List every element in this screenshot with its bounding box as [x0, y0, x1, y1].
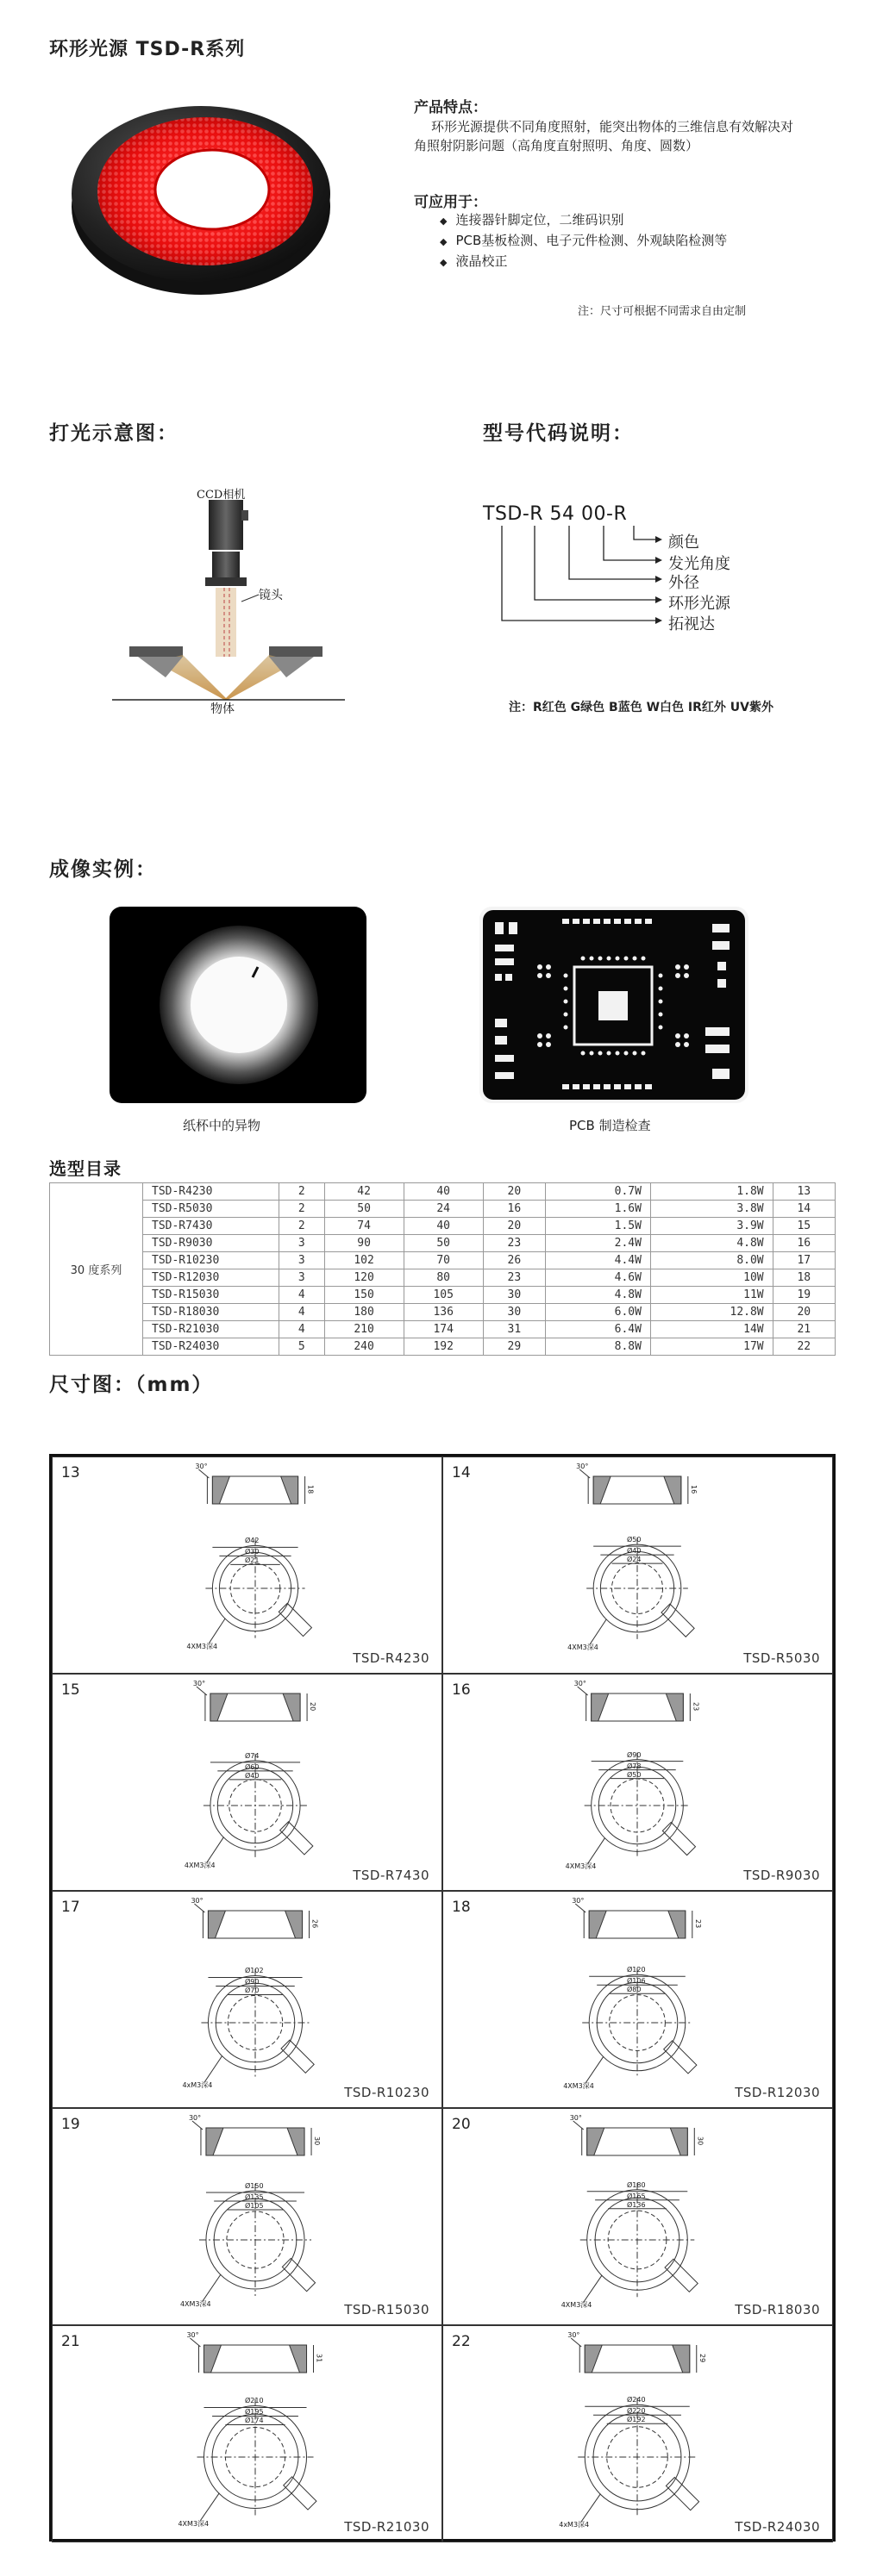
- dimension-cell: [442, 2325, 833, 2542]
- table-row: [50, 1235, 836, 1252]
- code-label-angle: 发光角度: [668, 555, 730, 573]
- inner-diameter-label: Ø70: [245, 1987, 260, 1995]
- table-row: [50, 1321, 836, 1338]
- table-cell: 14: [773, 1201, 835, 1218]
- table-cell: 50: [404, 1235, 483, 1252]
- drawing-page-number: 18: [452, 1899, 471, 1916]
- drawing-model-code: TSD-R15030: [344, 2302, 429, 2317]
- dimension-cell: [52, 1674, 442, 1891]
- table-cell: 10W: [650, 1269, 773, 1287]
- table-cell: 8.8W: [546, 1338, 651, 1356]
- table-cell: 40: [404, 1183, 483, 1201]
- table-cell: 105: [404, 1287, 483, 1304]
- table-cell: 2: [279, 1218, 325, 1235]
- height-label: 26: [310, 1919, 319, 1929]
- outer-diameter-label: Ø50: [627, 1536, 642, 1544]
- inner-diameter-label: Ø105: [245, 2201, 264, 2210]
- table-cell: 3: [279, 1235, 325, 1252]
- table-cell: 3: [279, 1269, 325, 1287]
- table-cell: 4.6W: [546, 1269, 651, 1287]
- inner-diameter-label: Ø21: [245, 1556, 260, 1565]
- table-cell: 17W: [650, 1338, 773, 1356]
- selection-table: [49, 1182, 836, 1356]
- table-cell: 16: [773, 1235, 835, 1252]
- object-label: 物体: [210, 702, 235, 716]
- ccd-camera-label: CCD相机: [197, 489, 246, 502]
- table-cell: TSD-R15030: [143, 1287, 279, 1304]
- drawing-page-number: 20: [452, 2116, 471, 2133]
- height-label: 30: [696, 2136, 705, 2146]
- table-cell: 22: [773, 1338, 835, 1356]
- paper-cup-example-image: [110, 907, 366, 1103]
- code-label-ring-light: 环形光源: [668, 595, 730, 613]
- angle-label: 30°: [186, 2331, 199, 2339]
- bullet-icon: ◆: [440, 257, 448, 268]
- drawing-model-code: TSD-R18030: [735, 2302, 820, 2317]
- table-cell: 1.6W: [546, 1201, 651, 1218]
- angle-label: 30°: [572, 1897, 585, 1905]
- middle-diameter-label: Ø90: [245, 1978, 260, 1987]
- outer-diameter-label: Ø120: [627, 1966, 646, 1974]
- apply-list: [440, 210, 727, 270]
- table-cell: 3.9W: [650, 1218, 773, 1235]
- table-cell: 3.8W: [650, 1201, 773, 1218]
- ring-light-product-image: [59, 86, 343, 302]
- table-cell: 15: [773, 1218, 835, 1235]
- drawing-page-number: 14: [452, 1464, 471, 1481]
- table-cell: 4.8W: [650, 1235, 773, 1252]
- dimension-drawing: [53, 2109, 443, 2326]
- table-row: [50, 1218, 836, 1235]
- table-cell: 50: [324, 1201, 404, 1218]
- table-cell: 102: [324, 1252, 404, 1269]
- dimension-cell: [442, 1891, 833, 2108]
- code-label-brand: 拓视达: [668, 615, 715, 633]
- apply-heading: 可应用于：: [414, 194, 487, 211]
- table-cell: TSD-R12030: [143, 1269, 279, 1287]
- outer-diameter-label: Ø102: [245, 1967, 264, 1975]
- catalog-heading: 选型目录: [49, 1158, 122, 1179]
- custom-size-note: 注：尺寸可根据不同需求自由定制: [578, 305, 747, 318]
- inner-diameter-label: Ø24: [627, 1556, 642, 1564]
- table-cell: 4.4W: [546, 1252, 651, 1269]
- screw-label: 4xM3深4: [559, 2520, 590, 2529]
- series-cell: 30 度系列: [50, 1183, 143, 1356]
- dimension-cell: [442, 1456, 833, 1674]
- inner-diameter-label: Ø192: [627, 2416, 646, 2424]
- height-label: 16: [689, 1485, 698, 1494]
- drawing-model-code: TSD-R24030: [735, 2519, 820, 2535]
- table-cell: 18: [773, 1269, 835, 1287]
- inner-diameter-label: Ø80: [627, 1986, 642, 1994]
- table-row: [50, 1338, 836, 1356]
- table-cell: 20: [483, 1183, 545, 1201]
- dimensions-heading: 尺寸图：（mm）: [49, 1374, 214, 1396]
- dimension-drawing: [53, 1457, 443, 1675]
- inner-diameter-label: Ø174: [245, 2417, 264, 2425]
- drawing-page-number: 21: [61, 2333, 80, 2350]
- bullet-icon: ◆: [440, 236, 448, 247]
- outer-diameter-label: Ø42: [245, 1537, 260, 1545]
- table-cell: 21: [773, 1321, 835, 1338]
- table-cell: 17: [773, 1252, 835, 1269]
- screw-label: 4XM3深4: [184, 1862, 216, 1870]
- height-label: 30: [313, 2136, 322, 2146]
- table-cell: 14W: [650, 1321, 773, 1338]
- features-text-line1: 环形光源提供不同角度照射，能突出物体的三维信息有效解决对: [431, 119, 794, 134]
- table-cell: 192: [404, 1338, 483, 1356]
- drawing-model-code: TSD-R10230: [344, 2085, 429, 2100]
- angle-label: 30°: [573, 1680, 586, 1687]
- table-cell: 210: [324, 1321, 404, 1338]
- table-cell: 19: [773, 1287, 835, 1304]
- dimension-cell: [52, 2325, 442, 2542]
- apply-item: ◆ 液晶校正: [440, 253, 508, 269]
- table-cell: 1.5W: [546, 1218, 651, 1235]
- outer-diameter-label: Ø74: [245, 1751, 260, 1760]
- table-cell: TSD-R21030: [143, 1321, 279, 1338]
- table-cell: 120: [324, 1269, 404, 1287]
- height-label: 29: [698, 2354, 706, 2363]
- drawing-model-code: TSD-R7430: [353, 1868, 429, 1883]
- table-cell: 150: [324, 1287, 404, 1304]
- dimension-cell: [52, 1891, 442, 2108]
- table-cell: 240: [324, 1338, 404, 1356]
- table-cell: 2.4W: [546, 1235, 651, 1252]
- table-row: [50, 1269, 836, 1287]
- features-text-line2: 角照射阴影问题（高角度直射照明、角度、圆数）: [414, 138, 699, 153]
- middle-diameter-label: Ø78: [627, 1762, 642, 1770]
- table-cell: TSD-R4230: [143, 1183, 279, 1201]
- table-cell: 2: [279, 1183, 325, 1201]
- table-cell: 80: [404, 1269, 483, 1287]
- table-cell: 13: [773, 1183, 835, 1201]
- table-cell: 40: [404, 1218, 483, 1235]
- table-cell: 16: [483, 1201, 545, 1218]
- middle-diameter-label: Ø40: [627, 1547, 642, 1556]
- table-cell: 20: [483, 1218, 545, 1235]
- middle-diameter-label: Ø135: [245, 2192, 264, 2201]
- dimension-drawings-grid: [49, 1454, 836, 2542]
- table-cell: 4.8W: [546, 1287, 651, 1304]
- table-cell: 70: [404, 1252, 483, 1269]
- height-label: 23: [693, 1919, 702, 1929]
- code-label-diameter: 外径: [668, 574, 699, 592]
- screw-label: 4XM3深4: [565, 1862, 597, 1871]
- table-cell: TSD-R24030: [143, 1338, 279, 1356]
- middle-diameter-label: Ø30: [245, 1548, 260, 1556]
- table-cell: 90: [324, 1235, 404, 1252]
- dimension-drawing: [443, 2109, 834, 2326]
- middle-diameter-label: Ø106: [627, 1977, 646, 1986]
- table-cell: 12.8W: [650, 1304, 773, 1321]
- table-cell: 30: [483, 1287, 545, 1304]
- table-cell: TSD-R9030: [143, 1235, 279, 1252]
- pcb-example-image: [479, 907, 748, 1103]
- table-cell: 4: [279, 1304, 325, 1321]
- height-label: 31: [315, 2354, 323, 2363]
- table-cell: 8.0W: [650, 1252, 773, 1269]
- table-cell: 1.8W: [650, 1183, 773, 1201]
- height-label: 20: [309, 1702, 317, 1712]
- angle-label: 30°: [569, 2114, 582, 2122]
- dimension-drawing: [443, 2326, 834, 2543]
- model-code: TSD-R 54 00-R: [483, 503, 628, 525]
- table-cell: 23: [483, 1269, 545, 1287]
- drawing-page-number: 17: [61, 1899, 80, 1916]
- bullet-icon: ◆: [440, 215, 448, 227]
- dimension-cell: [442, 1674, 833, 1891]
- screw-label: 4XM3深4: [560, 2301, 592, 2310]
- angle-label: 30°: [567, 2331, 580, 2339]
- drawing-model-code: TSD-R5030: [743, 1650, 820, 1666]
- table-cell: 20: [773, 1304, 835, 1321]
- dimension-cell: [442, 2108, 833, 2325]
- middle-diameter-label: Ø220: [627, 2407, 646, 2416]
- model-code-heading: 型号代码说明：: [483, 422, 634, 445]
- table-cell: 4: [279, 1321, 325, 1338]
- outer-diameter-label: Ø210: [245, 2397, 264, 2405]
- lighting-diagram: [103, 474, 362, 715]
- dimension-drawing: [53, 1675, 443, 1892]
- lighting-diagram-heading: 打光示意图：: [49, 422, 178, 445]
- table-cell: 6.0W: [546, 1304, 651, 1321]
- angle-label: 30°: [576, 1463, 589, 1470]
- pcb-caption: PCB 制造检查: [569, 1118, 651, 1133]
- screw-label: 4XM3深4: [563, 2081, 594, 2090]
- drawing-page-number: 13: [61, 1464, 80, 1481]
- drawing-model-code: TSD-R21030: [344, 2519, 429, 2535]
- dimension-cell: [52, 1456, 442, 1674]
- apply-item: ◆ 连接器针脚定位，二维码识别: [440, 212, 624, 228]
- examples-heading: 成像实例：: [49, 858, 157, 881]
- dimension-drawing: [443, 1457, 834, 1675]
- middle-diameter-label: Ø60: [245, 1762, 260, 1771]
- table-cell: 30: [483, 1304, 545, 1321]
- page-title: 环形光源 TSD-R系列: [49, 39, 246, 60]
- angle-label: 30°: [191, 1897, 204, 1905]
- paper-cup-caption: 纸杯中的异物: [183, 1118, 261, 1133]
- table-row: [50, 1183, 836, 1201]
- features-heading: 产品特点：: [414, 99, 487, 116]
- lens-label: 镜头: [259, 589, 283, 602]
- table-cell: 26: [483, 1252, 545, 1269]
- drawing-page-number: 16: [452, 1681, 471, 1699]
- table-cell: 6.4W: [546, 1321, 651, 1338]
- table-row: [50, 1287, 836, 1304]
- inner-diameter-label: Ø50: [627, 1770, 642, 1779]
- table-cell: TSD-R10230: [143, 1252, 279, 1269]
- angle-label: 30°: [195, 1463, 208, 1470]
- table-cell: 23: [483, 1235, 545, 1252]
- dimension-drawing: [443, 1675, 834, 1892]
- height-label: 23: [692, 1702, 700, 1712]
- drawing-page-number: 19: [61, 2116, 80, 2133]
- screw-label: 4xM3深4: [182, 2080, 213, 2089]
- table-row: [50, 1304, 836, 1321]
- color-code-note: 注：R红色 G绿色 B蓝色 W白色 IR红外 UV紫外: [509, 701, 773, 714]
- table-cell: 180: [324, 1304, 404, 1321]
- table-cell: 24: [404, 1201, 483, 1218]
- table-cell: 0.7W: [546, 1183, 651, 1201]
- drawing-page-number: 15: [61, 1681, 80, 1699]
- drawing-model-code: TSD-R4230: [353, 1650, 429, 1666]
- angle-label: 30°: [192, 1680, 206, 1687]
- drawing-model-code: TSD-R12030: [735, 2085, 820, 2100]
- table-cell: 31: [483, 1321, 545, 1338]
- screw-label: 4XM3深4: [186, 1642, 218, 1650]
- table-cell: 174: [404, 1321, 483, 1338]
- table-cell: 11W: [650, 1287, 773, 1304]
- dimension-cell: [52, 2108, 442, 2325]
- height-label: 18: [306, 1485, 315, 1494]
- apply-item: ◆ PCB基板检测、电子元件检测、外观缺陷检测等: [440, 233, 728, 248]
- inner-diameter-label: Ø40: [245, 1771, 260, 1780]
- table-cell: 2: [279, 1201, 325, 1218]
- outer-diameter-label: Ø180: [627, 2180, 646, 2189]
- outer-diameter-label: Ø240: [627, 2396, 646, 2404]
- outer-diameter-label: Ø150: [245, 2181, 264, 2190]
- drawing-model-code: TSD-R9030: [743, 1868, 820, 1883]
- table-cell: 42: [324, 1183, 404, 1201]
- table-cell: TSD-R7430: [143, 1218, 279, 1235]
- inner-diameter-label: Ø136: [627, 2200, 646, 2209]
- angle-label: 30°: [188, 2114, 202, 2122]
- table-cell: 74: [324, 1218, 404, 1235]
- table-row: [50, 1252, 836, 1269]
- table-cell: TSD-R18030: [143, 1304, 279, 1321]
- table-cell: 136: [404, 1304, 483, 1321]
- outer-diameter-label: Ø90: [627, 1750, 642, 1759]
- screw-label: 4XM3深4: [178, 2519, 210, 2528]
- code-label-color: 颜色: [668, 533, 699, 552]
- table-cell: TSD-R5030: [143, 1201, 279, 1218]
- middle-diameter-label: Ø165: [627, 2192, 646, 2200]
- table-cell: 5: [279, 1338, 325, 1356]
- model-code-leader-lines: [483, 526, 673, 638]
- table-cell: 4: [279, 1287, 325, 1304]
- dimension-drawing: [53, 1892, 443, 2109]
- table-cell: 29: [483, 1338, 545, 1356]
- screw-label: 4XM3深4: [567, 1643, 598, 1651]
- dimension-drawing: [53, 2326, 443, 2543]
- middle-diameter-label: Ø195: [245, 2408, 264, 2417]
- table-row: [50, 1201, 836, 1218]
- screw-label: 4XM3深4: [179, 2300, 211, 2309]
- drawing-page-number: 22: [452, 2333, 471, 2350]
- dimension-drawing: [443, 1892, 834, 2109]
- table-cell: 3: [279, 1252, 325, 1269]
